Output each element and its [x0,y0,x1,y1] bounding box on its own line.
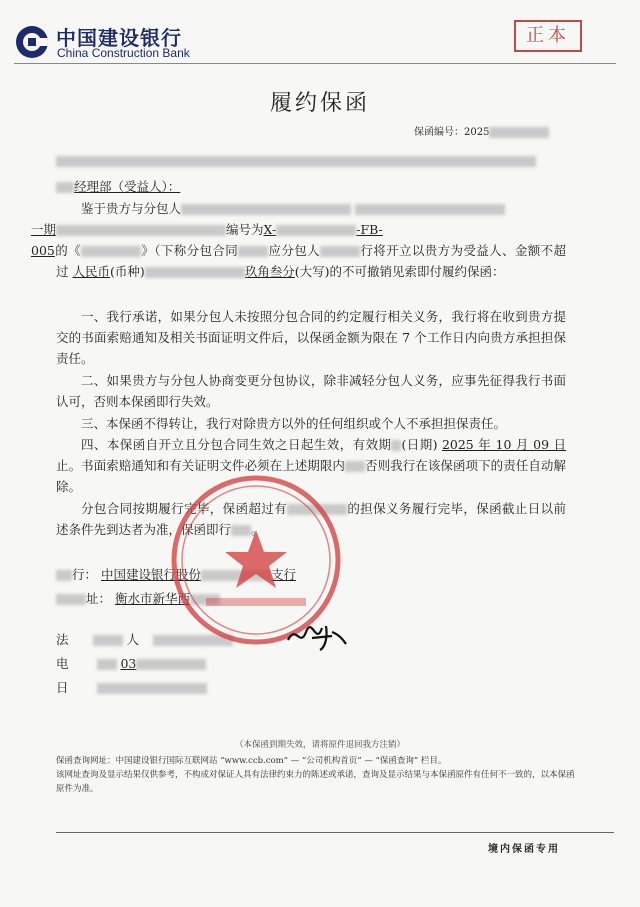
bank-name-cn: 中国建设银行 [56,26,182,50]
document-title: 履约保函 [269,91,370,116]
ccb-logo-icon [14,24,50,60]
beneficiary-line: 经理部（受益人）： [56,176,566,197]
clause-3: 三、本保函不得转让，我行对除贵方以外的任何组织或个人不承担担保责任。 [81,416,507,431]
bank-address-row: 址： 衡水市新华西 [56,589,220,607]
footer-divider [56,832,614,833]
clause-2: 二、如果贵方与分包人协商变更分包协议，除非减轻分包人义务，应事先征得我行书面认可，否则本保函即行失效。 [56,373,566,409]
legal-rep-row: 法 人 [56,630,233,648]
opening-paragraph: 鉴于贵方与分包人 一期 编号为X- -FB- 005的《 》（下称分包合同 应分包人 行将开立以贵方为受益人、金额不超过 人民币(币种) 玖角叁分(大写)的不可撤销见索即付履约保函： [31,201,566,279]
disclaimer-line: 该网址查询及显示结果仅供参考，不构成对保证人具有法律约束力的陈述或承诺，查询及显示结果与本保函原件有任何不一致的，以本保函原件为准。 [56,770,575,794]
date-row: 日 [56,678,207,696]
query-website-line: 保函查询网址：中国建设银行国际互联网站 “www.ccb.com” — “公司机构首页” — “保函查询” 栏目。 [56,756,447,766]
clause-4: 四、本保函自开立且分包合同生效之日起生效，有效期 (日期) 2025 年 10 月 09 日止。书面索赔通知和有关证明文件必须在上述期限内 否则我行在该保函项下的责任自动解除。 [56,437,566,494]
redacted-line [56,150,566,171]
closing-paragraph: 分包合同按期履行完毕，保函超过有 的担保义务履行完毕，保函截止日以前述条件先到达者为准，保函即行 。 [56,501,566,537]
bank-name-en: China Construction Bank [57,46,190,60]
phone-row: 电 03 [56,654,206,672]
handwritten-signature-icon [282,618,352,654]
return-note: （本保函到期失效，请将原件退回我方注销） [234,740,405,750]
header-divider [14,63,616,64]
original-stamp: 正本 [514,20,582,52]
serial-number: 保函编号：2025 [414,123,549,138]
issuing-bank-row: 行： 中国建设银行股份 支行 [56,565,296,583]
domestic-use-label: 境内保函专用 [488,844,560,855]
clause-1: 一、我行承诺，如果分包人未按照分包合同的约定履行相关义务，我行将在收到贵方提交的书面索赔通知及相关书面证明文件后，以保函金额为限在 7 个工作日内向贵方承担担保责任。 [56,309,566,366]
